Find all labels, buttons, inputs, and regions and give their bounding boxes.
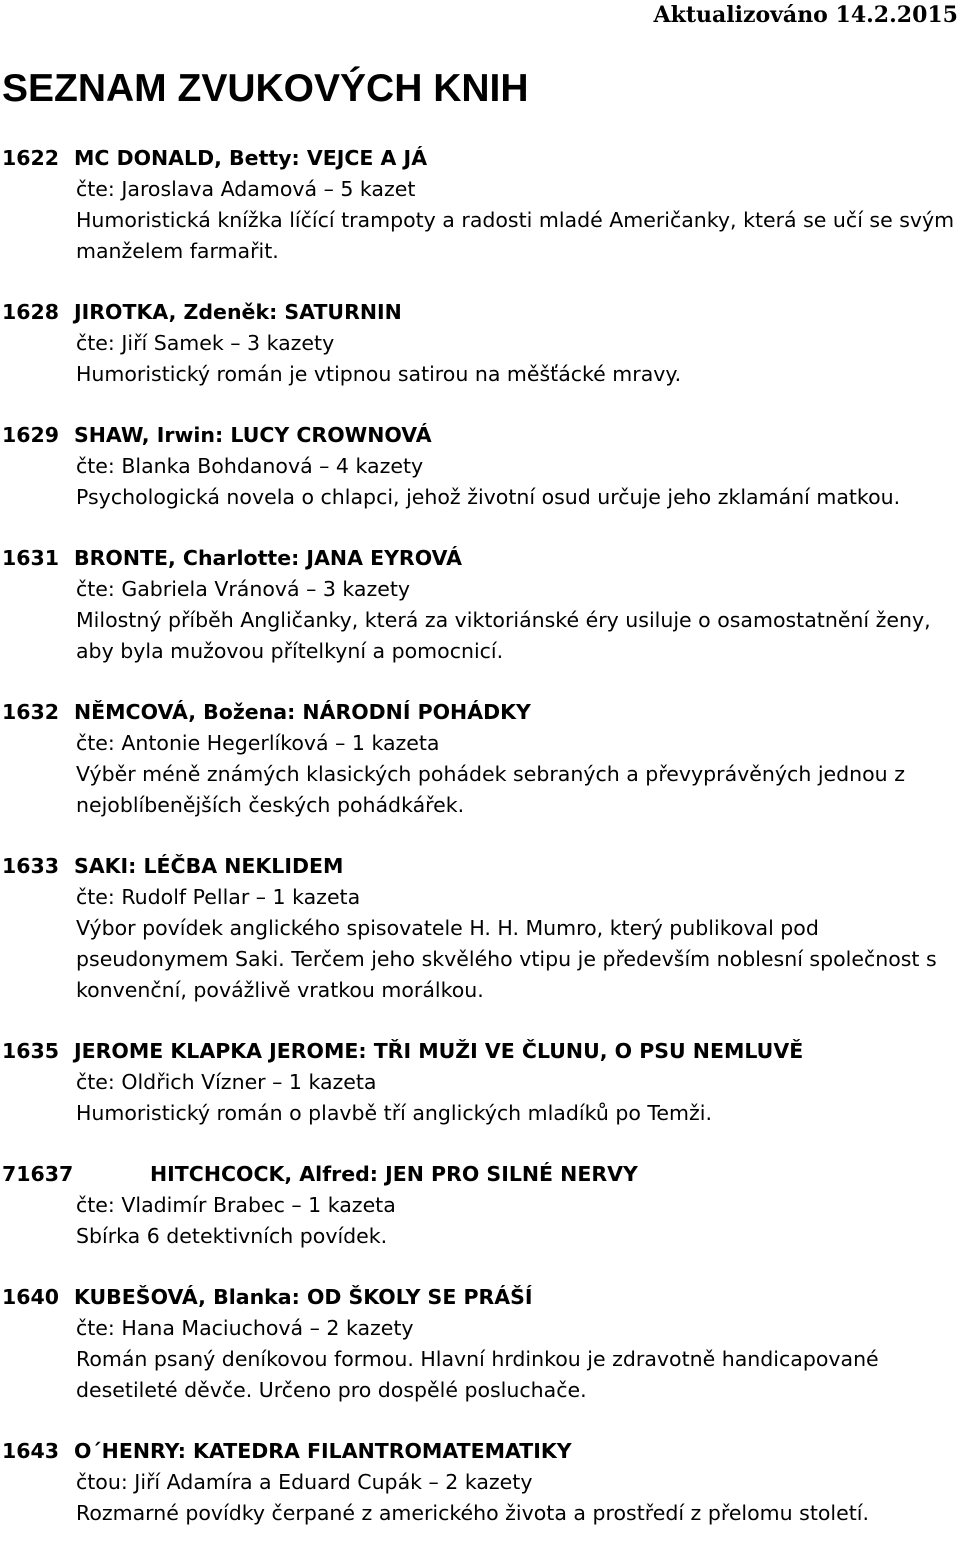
list-item [0,143,960,267]
list-item [0,420,960,513]
list-item [0,697,960,821]
reader-info: čte: Gabriela Vránová – 3 kazety [76,577,411,601]
list-item [0,297,960,390]
reader-info: čte: Rudolf Pellar – 1 kazeta [76,885,361,909]
entry-heading [0,1436,960,1467]
list-item [0,1036,960,1129]
catalog-number: 1629 [2,423,60,447]
author-title: BRONTE, Charlotte: JANA EYROVÁ [74,546,462,570]
author-title: JIROTKA, Zdeněk: SATURNIN [74,300,402,324]
reader-info: čte: Jaroslava Adamová – 5 kazet [76,177,416,201]
book-description: Psychologická novela o chlapci, jehož životní osud určuje jeho zklamání matkou. [76,485,901,509]
book-description: Rozmarné povídky čerpané z amerického života a prostředí z přelomu století. [76,1501,869,1525]
catalog-number: 1631 [2,546,60,570]
page-title: SEZNAM ZVUKOVÝCH KNIH [2,67,529,110]
author-title: MC DONALD, Betty: VEJCE A JÁ [74,146,428,170]
book-description: Román psaný deníkovou formou. Hlavní hrdinkou je zdravotně handicapované desetileté děvče. Určeno pro dospělé posluchače. [76,1347,879,1402]
audiobook-list [0,143,960,1559]
entry-heading [0,1036,960,1067]
entry-heading [0,851,960,882]
reader-info: čte: Blanka Bohdanová – 4 kazety [76,454,424,478]
author-title: KUBEŠOVÁ, Blanka: OD ŠKOLY SE PRÁŠÍ [74,1285,533,1309]
catalog-number: 1622 [2,146,60,170]
catalog-number: 1632 [2,700,60,724]
catalog-number: 1640 [2,1285,60,1309]
reader-info: čtou: Jiří Adamíra a Eduard Cupák – 2 kazety [76,1470,533,1494]
reader-info: čte: Antonie Hegerlíková – 1 kazeta [76,731,440,755]
entry-heading [0,1282,960,1313]
list-item [0,1159,960,1252]
catalog-number: 1635 [2,1039,60,1063]
list-item [0,851,960,1006]
list-item [0,543,960,667]
reader-info: čte: Jiří Samek – 3 kazety [76,331,335,355]
book-description: Sbírka 6 detektivních povídek. [76,1224,388,1248]
entry-heading [0,1159,960,1190]
book-description: Výbor povídek anglického spisovatele H. H. Mumro, který publikoval pod pseudonymem Saki. Terčem jeho skvělého vtipu je především noblesní společnost s konvenční, povážlivě vratkou morálkou. [76,916,937,1002]
book-description: Humoristický román je vtipnou satirou na měšťácké mravy. [76,362,682,386]
author-title: NĚMCOVÁ, Božena: NÁRODNÍ POHÁDKY [74,700,531,724]
updated-date: Aktualizováno 14.2.2015 [653,2,958,28]
reader-info: čte: Vladimír Brabec – 1 kazeta [76,1193,396,1217]
book-description: Humoristická knížka líčící trampoty a radosti mladé Američanky, která se učí se svým manželem farmařit. [76,208,955,263]
reader-info: čte: Hana Maciuchová – 2 kazety [76,1316,414,1340]
entry-heading [0,697,960,728]
reader-info: čte: Oldřich Vízner – 1 kazeta [76,1070,377,1094]
author-title: SHAW, Irwin: LUCY CROWNOVÁ [74,423,432,447]
book-description: Milostný příběh Angličanky, která za viktoriánské éry usiluje o osamostatnění ženy, aby byla mužovou přítelkyní a pomocnicí. [76,608,931,663]
book-description: Výběr méně známých klasických pohádek sebraných a převyprávěných jednou z nejoblíbenějších českých pohádkářek. [76,762,905,817]
book-description: Humoristický román o plavbě tří anglických mladíků po Temži. [76,1101,712,1125]
entry-heading [0,420,960,451]
entry-heading [0,143,960,174]
entry-heading [0,543,960,574]
entry-heading [0,297,960,328]
catalog-number: 71637 [2,1162,74,1186]
catalog-number: 1628 [2,300,60,324]
author-title: JEROME KLAPKA JEROME: TŘI MUŽI VE ČLUNU, O PSU NEMLUVĚ [74,1039,804,1063]
catalog-number: 1643 [2,1439,60,1463]
author-title: SAKI: LÉČBA NEKLIDEM [74,854,344,878]
list-item [0,1282,960,1406]
author-title: O´HENRY: KATEDRA FILANTROMATEMATIKY [74,1439,572,1463]
author-title: HITCHCOCK, Alfred: JEN PRO SILNÉ NERVY [150,1162,638,1186]
list-item [0,1436,960,1529]
catalog-number: 1633 [2,854,60,878]
